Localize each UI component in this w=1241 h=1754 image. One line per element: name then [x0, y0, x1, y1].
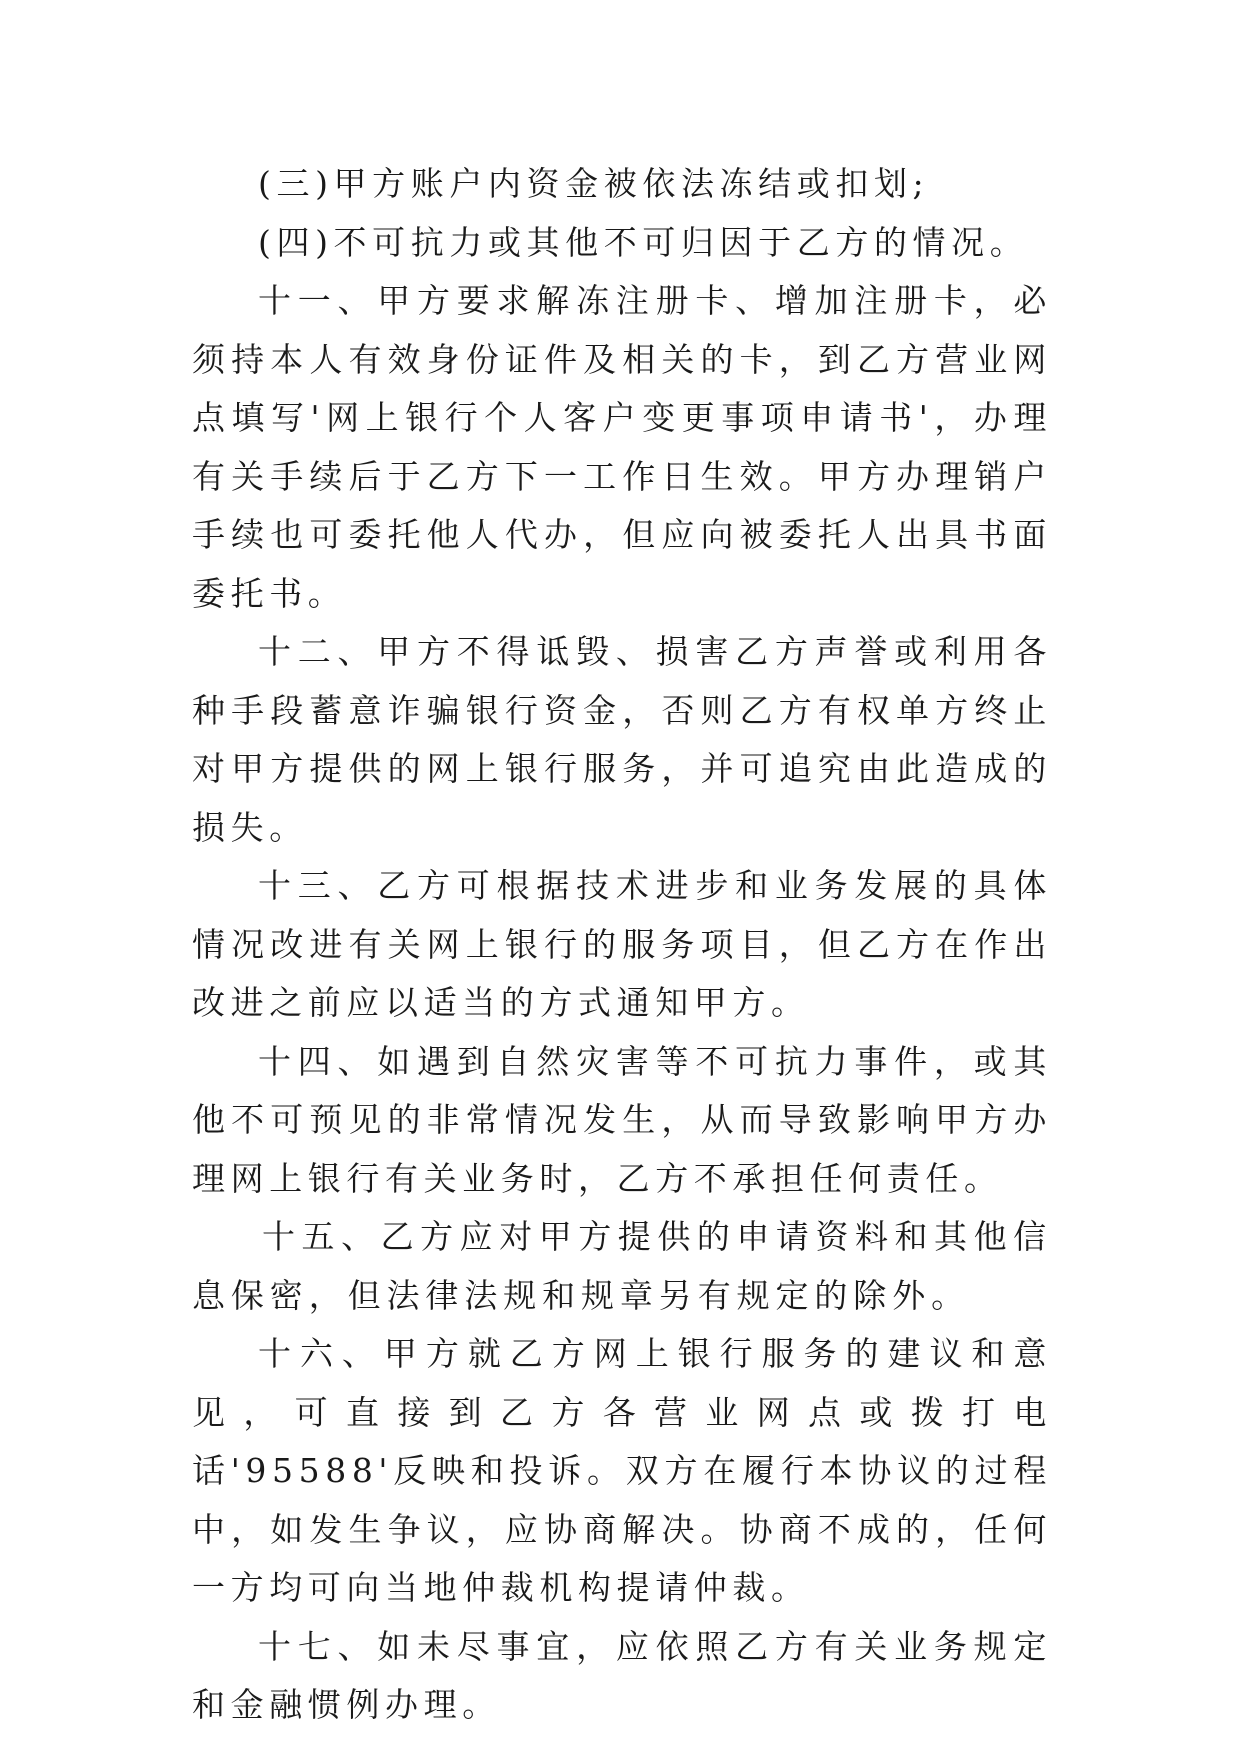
article-13: 十三、乙方可根据技术进步和业务发展的具体情况改进有关网上银行的服务项目，但乙方在作出改进之前应以适当的方式通知甲方。	[192, 866, 1052, 1022]
article-11: 十一、甲方要求解冻注册卡、增加注册卡，必须持本人有效身份证件及相关的卡，到乙方营业网点填写'网上银行个人客户变更事项申请书'，办理有关手续后于乙方下一工作日生效。甲方办理销户手续也可委托他人代办，但应向被委托人出具书面委托书。	[192, 281, 1052, 613]
clause-3: (三)甲方账户内资金被依法冻结或扣划;	[258, 164, 930, 203]
article-15: 十五、乙方应对甲方提供的申请资料和其他信息保密，但法律法规和规章另有规定的除外。	[192, 1217, 1052, 1315]
article-14: 十四、如遇到自然灾害等不可抗力事件，或其他不可预见的非常情况发生，从而导致影响甲方办理网上银行有关业务时，乙方不承担任何责任。	[192, 1041, 1052, 1198]
article-17: 十七、如未尽事宜，应依照乙方有关业务规定和金融惯例办理。	[192, 1626, 1052, 1724]
article-16: 十六、甲方就乙方网上银行服务的建议和意见，可直接到乙方各营业网点或拨打电话'95588'反映和投诉。双方在履行本协议的过程中，如发生争议，应协商解决。协商不成的，任何一方均可向当地仲裁机构提请仲裁。	[192, 1334, 1052, 1607]
article-12: 十二、甲方不得诋毁、损害乙方声誉或利用各种手段蓄意诈骗银行资金，否则乙方有权单方终止对甲方提供的网上银行服务，并可追究由此造成的损失。	[192, 632, 1052, 847]
document-body	[192, 155, 1052, 1735]
clause-4: (四)不可抗力或其他不可归因于乙方的情况。	[258, 222, 1029, 262]
